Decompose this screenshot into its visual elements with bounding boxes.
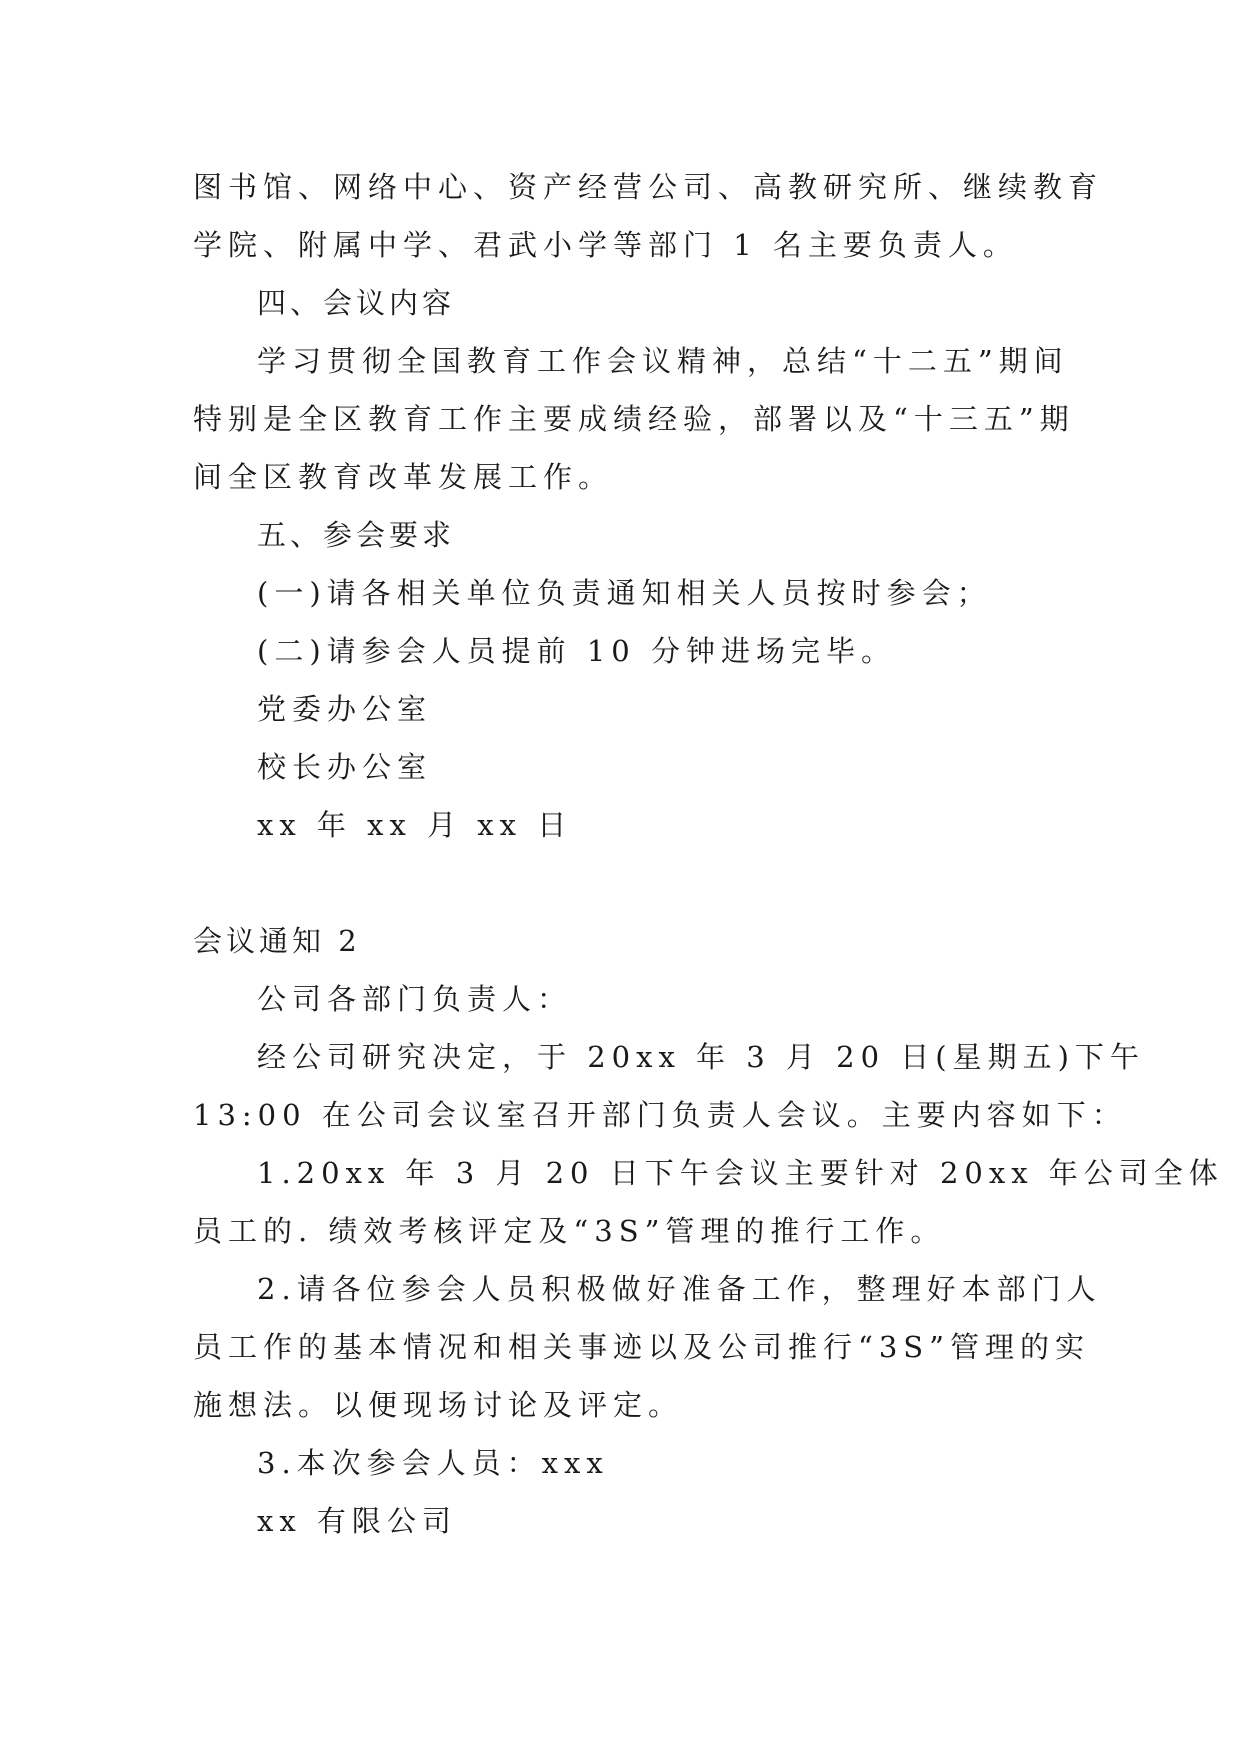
requirement-item: (二)请参会人员提前 10 分钟进场完毕。 xyxy=(257,634,896,668)
signature-office: 党委办公室 xyxy=(257,692,433,726)
paragraph-line: 间全区教育改革发展工作。 xyxy=(193,460,614,494)
paragraph-line: 图书馆、网络中心、资产经营公司、高教研究所、继续教育 xyxy=(193,170,1104,204)
paragraph-line: 特别是全区教育工作主要成绩经验，部署以及“十三五”期 xyxy=(193,402,1075,436)
paragraph-line: 学院、附属中学、君武小学等部门 1 名主要负责人。 xyxy=(193,228,1018,262)
signature-date: xx 年 xx 月 xx 日 xyxy=(257,808,573,842)
paragraph-line: 施想法。以便现场讨论及评定。 xyxy=(193,1388,684,1422)
list-item: 3.本次参会人员：xxx xyxy=(257,1446,609,1480)
notice-title: 会议通知 2 xyxy=(193,924,361,958)
list-item: 1.20xx 年 3 月 20 日下午会议主要针对 20xx 年公司全体 xyxy=(257,1156,1224,1190)
paragraph-line: 13:00 在公司会议室召开部门负责人会议。主要内容如下： xyxy=(193,1098,1127,1132)
salutation: 公司各部门负责人： xyxy=(257,982,573,1016)
paragraph-line: 学习贯彻全国教育工作会议精神，总结“十二五”期间 xyxy=(257,344,1069,378)
signature-office: 校长办公室 xyxy=(257,750,433,784)
section-heading-content: 四、会议内容 xyxy=(257,286,456,320)
requirement-item: (一)请各相关单位负责通知相关人员按时参会； xyxy=(257,576,992,610)
section-heading-requirements: 五、参会要求 xyxy=(257,518,456,552)
list-item: 2.请各位参会人员积极做好准备工作，整理好本部门人 xyxy=(257,1272,1102,1306)
signature-company: xx 有限公司 xyxy=(257,1504,457,1538)
paragraph-line: 员工的. 绩效考核评定及“3S”管理的推行工作。 xyxy=(193,1214,946,1248)
paragraph-line: 经公司研究决定，于 20xx 年 3 月 20 日(星期五)下午 xyxy=(257,1040,1145,1074)
paragraph-line: 员工作的基本情况和相关事迹以及公司推行“3S”管理的实 xyxy=(193,1330,1090,1364)
